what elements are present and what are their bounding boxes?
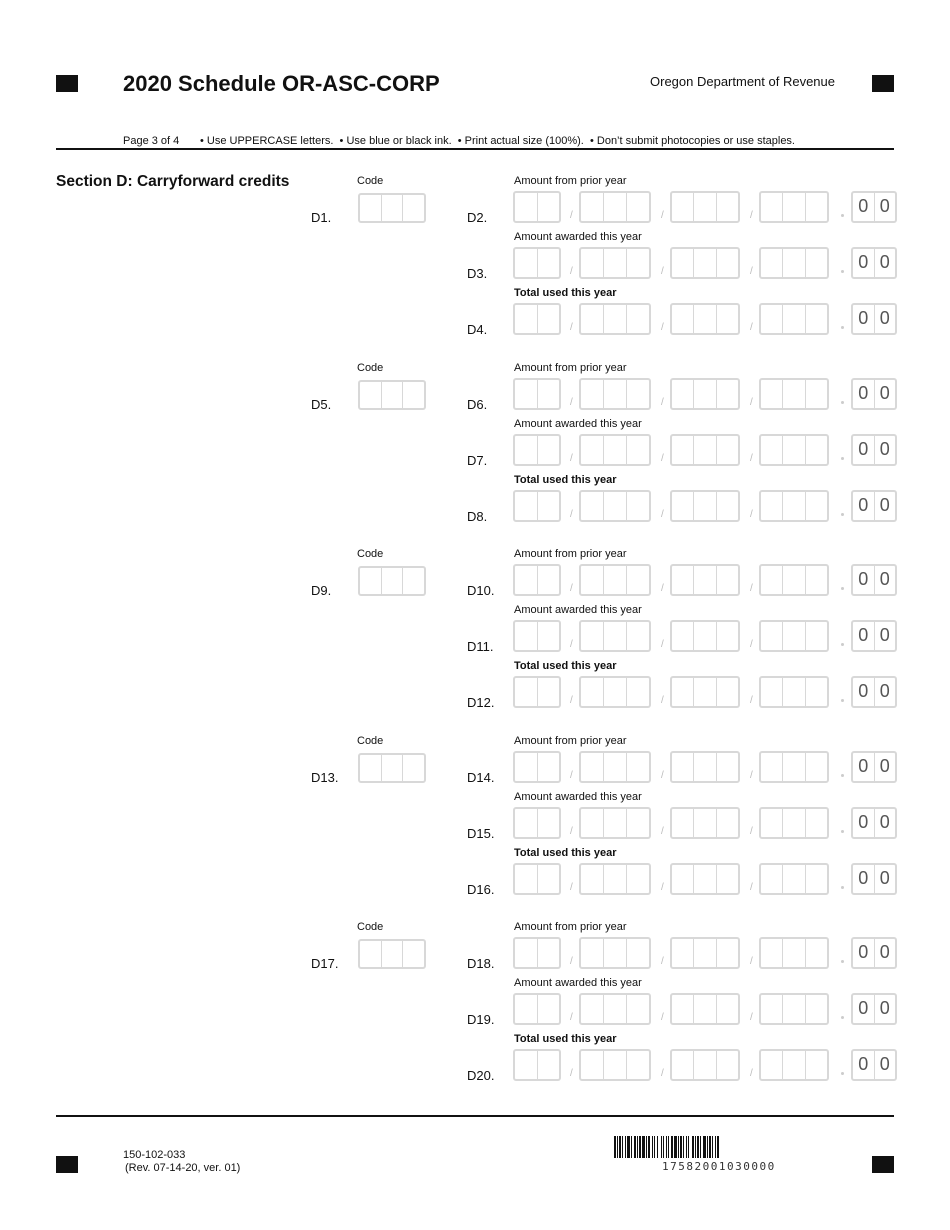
barcode-bar xyxy=(692,1136,694,1158)
digit-group xyxy=(513,434,561,466)
line-number: D6. xyxy=(467,396,488,412)
decimal-point xyxy=(841,886,844,889)
barcode-bar xyxy=(654,1136,655,1158)
separator-mark: / xyxy=(661,583,664,594)
decimal-point xyxy=(841,457,844,460)
field-caption: Amount from prior year xyxy=(514,548,627,560)
digit-group xyxy=(579,378,651,410)
separator-mark: / xyxy=(570,210,573,221)
amount-input[interactable] xyxy=(513,191,897,223)
separator-mark: / xyxy=(570,769,573,781)
barcode-bar xyxy=(639,1136,641,1158)
instructions: • Use UPPERCASE letters. • Use blue or black ink. • Print actual size (100%). • Don’t submit photocopies or use staples. xyxy=(200,135,795,147)
separator-mark: / xyxy=(661,881,664,893)
cents-digit: 0 xyxy=(853,939,875,967)
field-caption: Amount awarded this year xyxy=(514,417,642,430)
digit-group xyxy=(670,751,740,783)
digit-group xyxy=(670,1049,740,1081)
line-number: D7. xyxy=(467,452,488,468)
field-caption: Amount awarded this year xyxy=(514,604,642,616)
cents-box xyxy=(851,863,897,895)
decimal-point xyxy=(841,587,844,590)
digit-group xyxy=(513,620,561,652)
digit-group xyxy=(513,807,561,839)
digit-group xyxy=(670,490,740,522)
cents-box xyxy=(851,247,897,279)
cents-digit: 0 xyxy=(853,753,875,781)
amount-input[interactable] xyxy=(513,993,897,1025)
barcode-bar xyxy=(634,1136,636,1158)
barcode-bar xyxy=(666,1136,667,1158)
digit-group xyxy=(670,191,740,223)
digit-group xyxy=(513,378,561,410)
line-number: D19. xyxy=(467,1012,495,1027)
agency-name: Oregon Department of Revenue xyxy=(650,74,835,89)
barcode-bar xyxy=(661,1136,662,1158)
barcode-bar xyxy=(663,1136,664,1158)
cents-digit: 0 xyxy=(879,998,890,1018)
separator-mark: / xyxy=(750,583,753,594)
amount-input[interactable] xyxy=(513,490,897,522)
cents-digit: 0 xyxy=(853,249,875,277)
separator-mark: / xyxy=(750,769,753,781)
digit-group xyxy=(670,676,740,708)
digit-group xyxy=(579,434,651,466)
cents-digit: 0 xyxy=(879,867,890,888)
digit-group xyxy=(579,937,651,969)
digit-group xyxy=(759,807,829,839)
amount-input[interactable] xyxy=(513,620,897,652)
decimal-point xyxy=(841,1072,844,1075)
digit-group xyxy=(759,993,829,1025)
code-input[interactable] xyxy=(358,193,426,223)
separator-mark: / xyxy=(570,695,573,706)
cents-digit: 0 xyxy=(853,809,875,837)
digit-group xyxy=(759,434,829,466)
line-number: D15. xyxy=(467,825,495,841)
digit-group xyxy=(759,378,829,410)
barcode xyxy=(614,1136,826,1158)
cents-digit: 0 xyxy=(853,492,875,520)
digit-group xyxy=(670,378,740,410)
cents-digit: 0 xyxy=(853,380,875,408)
barcode-bar xyxy=(619,1136,621,1158)
separator-mark: / xyxy=(661,210,664,221)
page-info: Page 3 of 4 xyxy=(123,135,180,147)
line-number: D5. xyxy=(311,396,332,412)
cents-digit: 0 xyxy=(853,622,875,650)
digit-group xyxy=(513,247,561,279)
digit-group xyxy=(759,751,829,783)
barcode-bar xyxy=(657,1136,658,1158)
amount-input[interactable] xyxy=(513,247,897,279)
line-number: D17. xyxy=(311,956,339,971)
digit-group xyxy=(579,676,651,708)
separator-mark: / xyxy=(661,825,664,837)
decimal-point xyxy=(841,643,844,646)
field-caption: Amount from prior year xyxy=(514,734,627,747)
digit-group xyxy=(513,751,561,783)
form-revision: (Rev. 07-14-20, ver. 01) xyxy=(125,1162,241,1174)
cents-box xyxy=(851,434,897,466)
separator-mark: / xyxy=(570,266,573,277)
digit-group xyxy=(513,490,561,522)
digit-group xyxy=(670,863,740,895)
separator-mark: / xyxy=(661,769,664,781)
digit-group xyxy=(513,676,561,708)
line-number: D10. xyxy=(467,583,495,598)
separator-mark: / xyxy=(570,825,573,837)
decimal-point xyxy=(841,326,844,329)
cents-box xyxy=(851,676,897,708)
separator-mark: / xyxy=(661,266,664,277)
separator-mark: / xyxy=(570,508,573,520)
code-label: Code xyxy=(357,921,384,933)
digit-group xyxy=(513,1049,561,1081)
decimal-point xyxy=(841,401,844,404)
digit-group xyxy=(579,564,651,596)
cents-box xyxy=(851,303,897,335)
barcode-bar xyxy=(652,1136,653,1158)
amount-input[interactable] xyxy=(513,807,897,839)
digit-group xyxy=(579,191,651,223)
line-number: D4. xyxy=(467,322,488,337)
amount-input[interactable] xyxy=(513,751,897,783)
barcode-bar xyxy=(688,1136,689,1158)
cents-digit: 0 xyxy=(879,755,890,776)
separator-mark: / xyxy=(661,508,664,520)
separator-mark: / xyxy=(750,508,753,520)
field-caption: Total used this year xyxy=(514,846,617,859)
field-caption: Amount awarded this year xyxy=(514,977,642,989)
registration-mark-bottom-left xyxy=(56,1156,78,1173)
line-number: D11. xyxy=(467,639,494,654)
field-caption: Amount from prior year xyxy=(514,921,627,933)
code-input[interactable] xyxy=(358,939,426,969)
amount-input[interactable] xyxy=(513,564,897,596)
field-caption: Total used this year xyxy=(514,660,617,672)
digit-group xyxy=(513,863,561,895)
cents-box xyxy=(851,378,897,410)
separator-mark: / xyxy=(750,881,753,893)
barcode-bar xyxy=(631,1136,632,1158)
cents-digit: 0 xyxy=(853,995,875,1023)
separator-mark: / xyxy=(750,266,753,277)
barcode-bar xyxy=(617,1136,618,1158)
cents-digit: 0 xyxy=(879,196,890,216)
separator-mark: / xyxy=(570,583,573,594)
field-caption: Total used this year xyxy=(514,287,617,299)
code-label: Code xyxy=(357,734,384,747)
digit-group xyxy=(513,191,561,223)
cents-box xyxy=(851,751,897,783)
cents-digit: 0 xyxy=(853,193,875,221)
barcode-bar xyxy=(717,1136,719,1158)
registration-mark-top-right xyxy=(872,75,894,92)
barcode-bar xyxy=(697,1136,699,1158)
separator-mark: / xyxy=(661,1068,664,1079)
line-number: D3. xyxy=(467,266,488,281)
separator-mark: / xyxy=(750,639,753,650)
separator-mark: / xyxy=(661,956,664,967)
separator-mark: / xyxy=(661,396,664,408)
separator-mark: / xyxy=(750,695,753,706)
cents-digit: 0 xyxy=(879,625,890,645)
cents-box xyxy=(851,807,897,839)
digit-group xyxy=(759,863,829,895)
line-number: D12. xyxy=(467,695,495,710)
barcode-bar xyxy=(627,1136,630,1158)
line-number: D18. xyxy=(467,956,495,971)
separator-mark: / xyxy=(661,1012,664,1023)
header-rule xyxy=(56,148,894,150)
cents-box xyxy=(851,937,897,969)
cents-box xyxy=(851,993,897,1025)
field-caption: Amount from prior year xyxy=(514,361,627,374)
digit-group xyxy=(670,247,740,279)
separator-mark: / xyxy=(570,956,573,967)
decimal-point xyxy=(841,1016,844,1019)
line-number: D9. xyxy=(311,583,332,598)
cents-box xyxy=(851,620,897,652)
digit-group xyxy=(579,993,651,1025)
barcode-bar xyxy=(715,1136,716,1158)
separator-mark: / xyxy=(661,322,664,333)
barcode-bar xyxy=(700,1136,701,1158)
amount-input[interactable] xyxy=(513,378,897,410)
field-caption: Amount awarded this year xyxy=(514,231,642,243)
separator-mark: / xyxy=(570,396,573,408)
digit-group xyxy=(759,1049,829,1081)
separator-mark: / xyxy=(750,825,753,837)
cents-digit: 0 xyxy=(879,681,890,701)
separator-mark: / xyxy=(570,639,573,650)
cents-box xyxy=(851,191,897,223)
digit-group xyxy=(670,937,740,969)
digit-group xyxy=(513,303,561,335)
cents-digit: 0 xyxy=(879,308,890,328)
barcode-bar xyxy=(680,1136,682,1158)
separator-mark: / xyxy=(570,1012,573,1023)
digit-group xyxy=(670,434,740,466)
separator-mark: / xyxy=(661,452,664,464)
cents-digit: 0 xyxy=(879,252,890,272)
field-caption: Amount from prior year xyxy=(514,175,627,187)
line-number: D8. xyxy=(467,508,488,524)
decimal-point xyxy=(841,270,844,273)
barcode-bar xyxy=(642,1136,645,1158)
digit-group xyxy=(759,490,829,522)
digit-group xyxy=(759,303,829,335)
cents-box xyxy=(851,564,897,596)
barcode-bar xyxy=(637,1136,638,1158)
separator-mark: / xyxy=(570,881,573,893)
line-number: D14. xyxy=(467,769,495,785)
line-number: D16. xyxy=(467,881,495,897)
cents-digit: 0 xyxy=(853,305,875,333)
separator-mark: / xyxy=(750,322,753,333)
separator-mark: / xyxy=(661,639,664,650)
cents-digit: 0 xyxy=(879,811,890,832)
decimal-point xyxy=(841,960,844,963)
decimal-point xyxy=(841,513,844,516)
barcode-bar xyxy=(686,1136,687,1158)
digit-group xyxy=(579,303,651,335)
barcode-number: 17582001030000 xyxy=(662,1160,776,1173)
registration-mark-bottom-right xyxy=(872,1156,894,1173)
barcode-bar xyxy=(712,1136,713,1158)
separator-mark: / xyxy=(750,956,753,967)
decimal-point xyxy=(841,774,844,777)
cents-digit: 0 xyxy=(853,566,875,594)
amount-input[interactable] xyxy=(513,863,897,895)
barcode-bar xyxy=(668,1136,669,1158)
section-title: Section D: Carryforward credits xyxy=(56,173,290,190)
separator-mark: / xyxy=(750,452,753,464)
code-input[interactable] xyxy=(358,566,426,596)
cents-box xyxy=(851,1049,897,1081)
digit-group xyxy=(759,937,829,969)
digit-group xyxy=(759,564,829,596)
digit-group xyxy=(579,247,651,279)
barcode-bar xyxy=(695,1136,696,1158)
barcode-bar xyxy=(703,1136,706,1158)
form-number: 150-102-033 xyxy=(123,1149,186,1161)
barcode-bar xyxy=(625,1136,626,1158)
decimal-point xyxy=(841,699,844,702)
digit-group xyxy=(579,863,651,895)
line-number: D2. xyxy=(467,210,488,225)
line-number: D13. xyxy=(311,769,339,785)
separator-mark: / xyxy=(661,695,664,706)
digit-group xyxy=(759,676,829,708)
digit-group xyxy=(579,1049,651,1081)
field-caption: Total used this year xyxy=(514,473,617,486)
digit-group xyxy=(513,937,561,969)
digit-group xyxy=(670,303,740,335)
decimal-point xyxy=(841,830,844,833)
cents-digit: 0 xyxy=(853,436,875,464)
cents-digit: 0 xyxy=(879,438,890,459)
form-title: 2020 Schedule OR-ASC-CORP xyxy=(123,71,440,96)
digit-group xyxy=(670,564,740,596)
code-input[interactable] xyxy=(358,753,426,783)
decimal-point xyxy=(841,214,844,217)
cents-digit: 0 xyxy=(853,678,875,706)
code-input[interactable] xyxy=(358,380,426,410)
cents-digit: 0 xyxy=(879,1054,890,1074)
amount-input[interactable] xyxy=(513,1049,897,1081)
cents-digit: 0 xyxy=(879,942,890,962)
code-label: Code xyxy=(357,361,384,374)
field-caption: Total used this year xyxy=(514,1033,617,1045)
amount-input[interactable] xyxy=(513,937,897,969)
line-number: D20. xyxy=(467,1068,495,1083)
digit-group xyxy=(759,620,829,652)
digit-group xyxy=(579,807,651,839)
digit-group xyxy=(513,993,561,1025)
separator-mark: / xyxy=(750,210,753,221)
registration-mark-top-left xyxy=(56,75,78,92)
digit-group xyxy=(759,191,829,223)
digit-group xyxy=(579,751,651,783)
digit-group xyxy=(670,807,740,839)
line-number: D1. xyxy=(311,210,332,225)
digit-group xyxy=(670,620,740,652)
cents-digit: 0 xyxy=(879,382,890,403)
amount-input[interactable] xyxy=(513,676,897,708)
separator-mark: / xyxy=(750,1068,753,1079)
barcode-bar xyxy=(614,1136,616,1158)
amount-input[interactable] xyxy=(513,434,897,466)
digit-group xyxy=(670,993,740,1025)
barcode-bar xyxy=(674,1136,677,1158)
cents-digit: 0 xyxy=(853,1051,875,1079)
separator-mark: / xyxy=(750,396,753,408)
cents-digit: 0 xyxy=(879,569,890,589)
cents-digit: 0 xyxy=(853,865,875,893)
separator-mark: / xyxy=(570,1068,573,1079)
code-label: Code xyxy=(357,548,384,560)
digit-group xyxy=(579,620,651,652)
separator-mark: / xyxy=(750,1012,753,1023)
separator-mark: / xyxy=(570,322,573,333)
separator-mark: / xyxy=(570,452,573,464)
footer-rule xyxy=(56,1115,894,1117)
digit-group xyxy=(513,564,561,596)
digit-group xyxy=(579,490,651,522)
cents-box xyxy=(851,490,897,522)
barcode-bar xyxy=(671,1136,673,1158)
barcode-bar xyxy=(648,1136,650,1158)
field-caption: Amount awarded this year xyxy=(514,790,642,803)
amount-input[interactable] xyxy=(513,303,897,335)
digit-group xyxy=(759,247,829,279)
barcode-bar xyxy=(678,1136,679,1158)
barcode-bar xyxy=(707,1136,708,1158)
barcode-bar xyxy=(683,1136,684,1158)
barcode-bar xyxy=(646,1136,647,1158)
code-label: Code xyxy=(357,175,384,187)
barcode-bar xyxy=(709,1136,711,1158)
cents-digit: 0 xyxy=(879,494,890,515)
barcode-bar xyxy=(622,1136,623,1158)
